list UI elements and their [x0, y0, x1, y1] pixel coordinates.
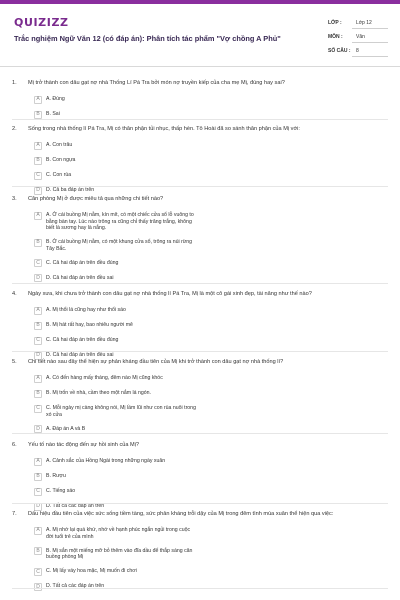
- option-a[interactable]: [34, 142, 216, 150]
- question-text: Yếu tố nào tác động đến sự hồi sinh của Mị?: [28, 442, 140, 448]
- option-a[interactable]: [34, 212, 216, 232]
- option-text: C. Cả hai đáp án trên đều đúng: [46, 259, 119, 266]
- option-b[interactable]: [34, 239, 216, 253]
- question-divider: [12, 119, 388, 120]
- option-text: A. Cảnh sắc của Hồng Ngài trong những ngày xuân: [46, 458, 166, 464]
- question-number: 4.: [12, 291, 17, 297]
- option-a[interactable]: [34, 375, 216, 383]
- option-checkbox[interactable]: D: [34, 425, 42, 433]
- option-checkbox[interactable]: C: [34, 259, 42, 267]
- option-d[interactable]: [34, 425, 216, 433]
- question-number: 5.: [12, 359, 17, 365]
- option-d[interactable]: [34, 187, 216, 195]
- question-divider: [12, 351, 388, 352]
- option-text: B. Mị trốn về nhà, cầm theo một nắm lá ngón.: [46, 390, 151, 396]
- question-text: Mị trở thành con dâu gạt nợ nhà Thống Lí Pá Tra bởi món nợ truyền kiếp của cha mẹ Mị, đúng hay sai?: [28, 80, 285, 86]
- option-checkbox[interactable]: B: [34, 390, 42, 398]
- option-text: B. Con ngựa: [46, 157, 76, 163]
- option-text: D. Cả hai đáp án trên đều sai: [46, 274, 114, 281]
- option-a[interactable]: [34, 96, 216, 104]
- option-checkbox[interactable]: A: [34, 458, 42, 466]
- option-text: D. Tất cả các đáp án trên: [46, 503, 105, 509]
- option-text: D. Cả ba đáp án trên: [46, 187, 95, 193]
- question-text: Sống trong nhà thống lí Pá Tra, Mị có thân phận tủi nhục, thấp hèn. Tô Hoài đã so sánh thân phận của Mị với:: [28, 126, 300, 132]
- worksheet-header: [0, 4, 400, 67]
- option-text: A. Mị nhớ lại quá khứ, nhớ về hạnh phúc ngắn ngủi trong cuộc đời tuổi trẻ của mình: [46, 527, 191, 540]
- option-b[interactable]: [34, 390, 216, 398]
- option-text: B. Sai: [46, 111, 60, 117]
- meta-class-value: Lớp 12: [352, 18, 388, 29]
- option-text: B. Mị sắn một miếng mỡ bỏ thêm vào đĩa dầu để thắp sáng căn buồng phòng Mị: [46, 547, 193, 561]
- option-a[interactable]: [34, 458, 216, 466]
- option-checkbox[interactable]: A: [34, 375, 42, 383]
- option-checkbox[interactable]: C: [34, 568, 42, 576]
- question-number: 1.: [12, 80, 17, 86]
- option-text: C. Tiếng sáo: [46, 488, 76, 494]
- quizizz-logo: QUIZIZZ: [14, 16, 69, 29]
- option-checkbox[interactable]: D: [34, 274, 42, 282]
- meta-class-row: [328, 16, 388, 30]
- option-text: A. Con trâu: [46, 142, 73, 148]
- worksheet-title: Trắc nghiệm Ngữ Văn 12 (có đáp án): Phân tích tác phẩm "Vợ chồng A Phủ": [14, 34, 281, 43]
- option-checkbox[interactable]: B: [34, 322, 42, 330]
- option-b[interactable]: [34, 547, 216, 561]
- question-divider: [12, 433, 388, 434]
- question-text: Căn phòng Mị ở được miêu tả qua những chi tiết nào?: [28, 196, 164, 202]
- option-c[interactable]: [34, 259, 216, 267]
- option-text: A. Đáp án A và B: [46, 425, 86, 432]
- question-2: [12, 126, 388, 202]
- question-divider: [12, 186, 388, 187]
- worksheet-meta: [328, 16, 388, 58]
- option-checkbox[interactable]: D: [34, 352, 42, 360]
- question-text: Chi tiết nào sau đây thể hiện sự phản kháng đầu tiên của Mị khi trở thành con dâu gạt nợ nhà thống lí?: [28, 359, 284, 365]
- option-checkbox[interactable]: A: [34, 307, 42, 315]
- option-text: B. Rượu: [46, 473, 66, 479]
- option-text: A. Ở cái buồng Mị nằm, kín mít, có một chiếc cửa sổ lỗ vuông to bằng bàn tay. Lúc nào trông ra cũng chỉ thấy trăng trắng, không biết là sương hay là nắng.: [46, 212, 194, 232]
- question-3: [12, 196, 388, 289]
- option-text: C. Mỗi ngày mị càng không nói, Mị lầm lũi như con rùa nuôi trong xó cửa: [46, 405, 196, 418]
- option-b[interactable]: [34, 473, 216, 481]
- question-7: [12, 511, 388, 598]
- option-checkbox[interactable]: B: [34, 473, 42, 481]
- option-checkbox[interactable]: C: [34, 337, 42, 345]
- option-text: C. Cả hai đáp án trên đều đúng: [46, 337, 119, 343]
- meta-subject-label: MÔN :: [328, 34, 343, 40]
- option-b[interactable]: [34, 322, 216, 330]
- question-5: [12, 359, 388, 440]
- question-text: Ngày xưa, khi chưa trở thành con dâu gạt nợ nhà thống lí Pá Tra, Mị là một cô gái xinh đẹp, tài năng như thế nào?: [28, 291, 312, 297]
- option-c[interactable]: [34, 488, 216, 496]
- question-divider: [12, 503, 388, 504]
- meta-subject-value: Văn: [352, 32, 388, 43]
- option-checkbox[interactable]: D: [34, 503, 42, 511]
- question-number: 6.: [12, 442, 17, 448]
- option-checkbox[interactable]: A: [34, 96, 42, 104]
- option-text: B. Ở cái buồng Mị nằm, có một khung cửa sổ, trông ra núi rừng Tây Bắc.: [46, 239, 193, 252]
- question-divider: [12, 283, 388, 284]
- question-4: [12, 291, 388, 367]
- option-b[interactable]: [34, 111, 216, 119]
- option-checkbox[interactable]: B: [34, 157, 42, 165]
- option-a[interactable]: [34, 307, 216, 315]
- option-checkbox[interactable]: D: [34, 583, 42, 591]
- option-text: A. Mị thổi lá cũng hay như thổi sáo: [46, 307, 126, 313]
- option-checkbox[interactable]: D: [34, 187, 42, 195]
- meta-count-value: 8: [352, 46, 388, 57]
- meta-class-label: LỚP :: [328, 20, 342, 26]
- question-number: 3.: [12, 196, 17, 202]
- question-divider: [12, 588, 388, 589]
- option-text: D. Cả hai đáp án trên đều sai: [46, 352, 114, 358]
- option-text: C. Mị lấy váy hoa mặc, Mị muốn đi chơi: [46, 568, 137, 575]
- option-checkbox[interactable]: A: [34, 212, 42, 220]
- meta-count-label: SỐ CÂU :: [328, 48, 351, 54]
- option-checkbox[interactable]: C: [34, 488, 42, 496]
- option-a[interactable]: [34, 527, 216, 541]
- question-number: 7.: [12, 511, 17, 517]
- option-checkbox[interactable]: C: [34, 405, 42, 413]
- option-c[interactable]: [34, 405, 216, 419]
- option-checkbox[interactable]: B: [34, 239, 42, 247]
- option-text: A. Đúng: [46, 96, 65, 102]
- option-c[interactable]: [34, 172, 216, 180]
- option-checkbox[interactable]: B: [34, 547, 42, 555]
- option-b[interactable]: [34, 157, 216, 165]
- option-text: D. Tất cả các đáp án trên: [46, 583, 105, 590]
- option-text: C. Con rùa: [46, 172, 72, 178]
- option-checkbox[interactable]: C: [34, 172, 42, 180]
- option-text: B. Mị hát rất hay, bao nhiêu người mê: [46, 322, 133, 328]
- option-checkbox[interactable]: B: [34, 111, 42, 119]
- meta-subject-row: [328, 30, 388, 44]
- option-c[interactable]: [34, 568, 216, 576]
- option-d[interactable]: [34, 274, 216, 282]
- question-number: 2.: [12, 126, 17, 132]
- question-text: Dấu hiệu đầu tiên của việc sức sống tiềm tàng, sức phản kháng trỗi dậy của Mị trong đêm tình mùa xuân thể hiện qua việc:: [28, 511, 334, 517]
- option-d[interactable]: [34, 583, 216, 591]
- option-checkbox[interactable]: A: [34, 142, 42, 150]
- question-6: [12, 442, 388, 518]
- meta-count-row: [328, 44, 388, 58]
- option-text: A. Có đến hàng mấy tháng, đêm nào Mị cũng khóc: [46, 375, 163, 381]
- option-c[interactable]: [34, 337, 216, 345]
- option-checkbox[interactable]: A: [34, 527, 42, 535]
